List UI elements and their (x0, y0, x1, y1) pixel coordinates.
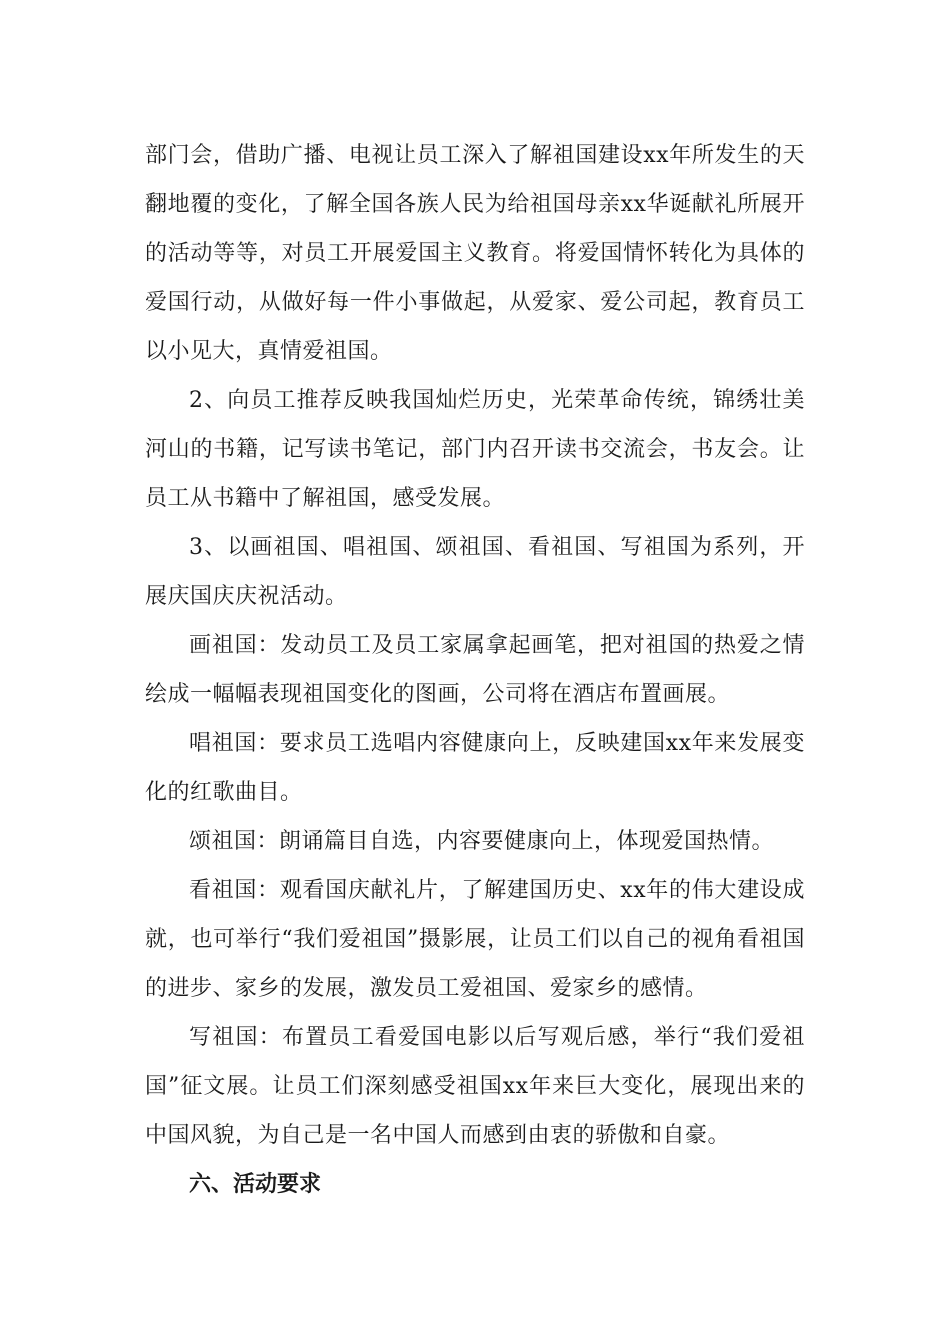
section-heading: 六、活动要求 (189, 1172, 322, 1197)
paragraph-continuation: 部门会，借助广播、电视让员工深入了解祖国建设xx年所发生的天翻地覆的变化，了解全国各族人民为给祖国母亲xx华诞献礼所展开的活动等等，对员工开展爱国主义教育。将爱国情怀转化为具体的爱国行动，从做好每一件小事做起，从爱家、爱公司起，教育员工以小见大，真情爱祖国。 (145, 143, 805, 364)
paragraph-sing-motherland: 唱祖国：要求员工选唱内容健康向上，反映建国xx年来发展变化的红歌曲目。 (145, 731, 805, 805)
paragraph-draw-motherland: 画祖国：发动员工及员工家属拿起画笔，把对祖国的热爱之情绘成一幅幅表现祖国变化的图画，公司将在酒店布置画展。 (145, 633, 805, 707)
document-body (145, 131, 805, 1209)
paragraph-item-3: 3、以画祖国、唱祖国、颂祖国、看祖国、写祖国为系列，开展庆国庆庆祝活动。 (145, 535, 805, 609)
paragraph-watch-motherland: 看祖国：观看国庆献礼片，了解建国历史、xx年的伟大建设成就，也可举行“我们爱祖国”摄影展，让员工们以自己的视角看祖国的进步、家乡的发展，激发员工爱祖国、爱家乡的感情。 (145, 878, 805, 1001)
paragraph-write-motherland: 写祖国：布置员工看爱国电影以后写观后感，举行“我们爱祖国”征文展。让员工们深刻感受祖国xx年来巨大变化，展现出来的中国风貌，为自己是一名中国人而感到由衷的骄傲和自豪。 (145, 1025, 805, 1148)
paragraph-praise-motherland: 颂祖国：朗诵篇目自选，内容要健康向上，体现爱国热情。 (189, 829, 775, 854)
paragraph-item-2: 2、向员工推荐反映我国灿烂历史，光荣革命传统，锦绣壮美河山的书籍，记写读书笔记，部门内召开读书交流会，书友会。让员工从书籍中了解祖国，感受发展。 (145, 388, 805, 511)
